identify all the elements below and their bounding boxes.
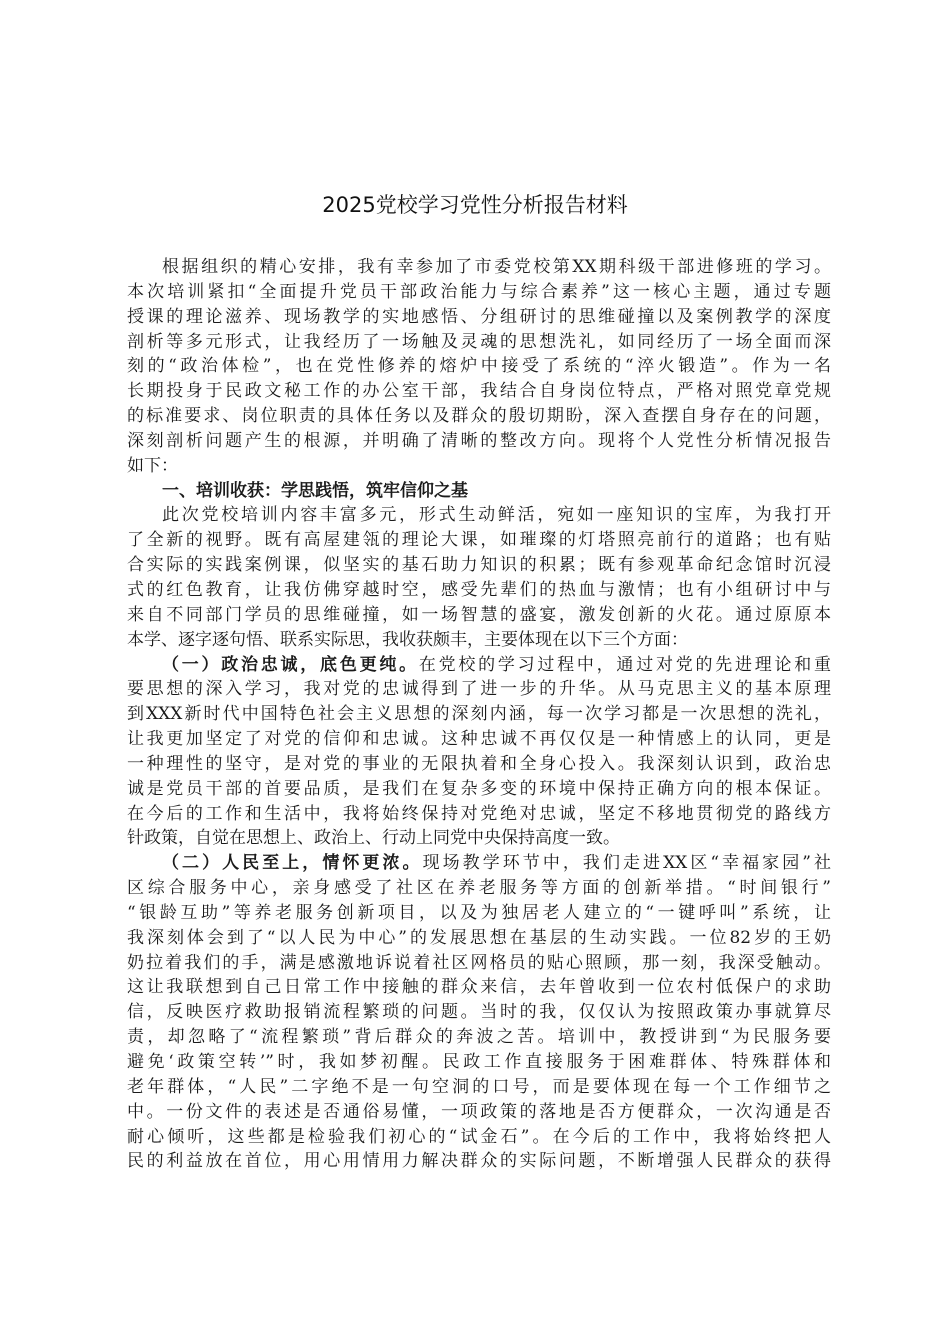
paragraph-line: 责，却忽略了“流程繁琐”背后群众的奔波之苦。培训中，教授讲到“为民服务要 [127,1027,831,1048]
section-heading: 一、培训收获：学思践悟，筑牢信仰之基 [162,480,468,501]
paragraph-line: 诚是党员干部的首要品质，是我们在复杂多变的环境中保持正确方向的根本保证。 [127,778,831,799]
paragraph-line: 式的红色教育，让我仿佛穿越时空，感受先辈们的热血与激情；也有小组研讨中与 [127,579,831,600]
paragraph-line: 到XXX新时代中国特色社会主义思想的深刻内涵，每一次学习都是一次思想的洗礼， [127,704,831,725]
paragraph-line: 要思想的深入学习，我对党的忠诚得到了进一步的升华。从马克思主义的基本原理 [127,679,831,700]
paragraph-line: 一种理性的坚守，是对党的事业的无限执着和全身心投入。我深刻认识到，政治忠 [127,753,831,774]
paragraph-line: 来自不同部门学员的思维碰撞，如一场智慧的盛宴，激发创新的火花。通过原原本 [127,604,831,625]
subsection-lead-rest: 现场教学环节中，我们走进XX区“幸福家园”社 [422,853,831,874]
paragraph-intro-line: 长期投身于民政文秘工作的办公室干部，我结合自身岗位特点，严格对照党章党规 [127,381,831,402]
paragraph-line: 此次党校培训内容丰富多元，形式生动鲜活，宛如一座知识的宝库，为我打开 [162,505,831,526]
paragraph-line: 民的利益放在首位，用心用情用力解决群众的实际问题，不断增强人民群众的获得 [127,1151,831,1172]
subsection-lead: （一）政治忠诚，底色更纯。 [162,654,419,675]
paragraph-line: 老年群体，“人民”二字绝不是一句空洞的口号，而是要体现在每一个工作细节之 [127,1076,831,1097]
paragraph-line: 针政策，自觉在思想上、政治上、行动上同党中央保持高度一致。 [127,828,620,849]
paragraph-intro-line: 深刻剖析问题产生的根源，并明确了清晰的整改方向。现将个人党性分析情况报告 [127,430,831,451]
paragraph-intro-line: 根据组织的精心安排，我有幸参加了市委党校第XX期科级干部进修班的学习。 [162,257,831,277]
paragraph-line: 我深刻体会到了“以人民为中心”的发展思想在基层的生动实践。一位82岁的王奶 [127,927,831,948]
paragraph-line: 耐心倾听，这些都是检验我们初心的“试金石”。在今后的工作中，我将始终把人 [127,1126,831,1147]
paragraph-line: 本学、逐字逐句悟、联系实际思，我收获颇丰，主要体现在以下三个方面： [127,629,688,650]
paragraph-intro-line: 本次培训紧扣“全面提升党员干部政治能力与综合素养”这一核心主题，通过专题 [127,281,831,302]
paragraph-intro-line: 刻的“政治体检”，也在党性修养的熔炉中接受了系统的“淬火锻造”。作为一名 [127,356,831,377]
paragraph-line: 这让我联想到自己日常工作中接触的群众来信，去年曾收到一位农村低保户的求助 [127,977,831,998]
paragraph-line: 避免‘政策空转’”时，我如梦初醒。民政工作直接服务于困难群体、特殊群体和 [127,1052,831,1072]
paragraph-intro-line: 如下： [127,455,178,476]
paragraph-intro-line: 授课的理论滋养、现场教学的实地感悟、分组研讨的思维碰撞以及案例教学的深度 [127,306,831,327]
paragraph-line: 在今后的工作和生活中，我将始终保持对党绝对忠诚，坚定不移地贯彻党的路线方 [127,803,831,824]
paragraph-line: 奶拉着我们的手，满是感激地诉说着社区网格员的贴心照顾，那一刻，我深受触动。 [127,952,831,973]
paragraph-line: 信，反映医疗救助报销流程繁琐的问题。当时的我，仅仅认为按照政策办事就算尽 [127,1002,831,1023]
paragraph-line: 合实际的实践案例课，似坚实的基石助力知识的积累；既有参观革命纪念馆时沉浸 [127,555,831,576]
paragraph-line: 中。一份文件的表述是否通俗易懂，一项政策的落地是否方便群众，一次沟通是否 [127,1101,831,1122]
paragraph-line: 了全新的视野。既有高屋建瓴的理论大课，如璀璨的灯塔照亮前行的道路；也有贴 [127,530,831,551]
subsection-first-line [127,851,831,876]
paragraph-intro-line: 剖析等多元形式，让我经历了一场触及灵魂的思想洗礼，如同经历了一场全面而深 [127,331,831,352]
paragraph-intro-line: 的标准要求、岗位职责的具体任务以及群众的殷切期盼，深入查摆自身存在的问题， [127,406,831,427]
paragraph-line: “银龄互助”等养老服务创新项目，以及为独居老人建立的“一键呼叫”系统，让 [127,902,831,923]
paragraph-line: 让我更加坚定了对党的信仰和忠诚。这种忠诚不再仅仅是一种情感上的认同，更是 [127,729,831,750]
subsection-lead: （二）人民至上，情怀更浓。 [162,853,423,874]
paragraph-line: 区综合服务中心，亲身感受了社区在养老服务等方面的创新举措。“时间银行” [127,878,831,899]
document-title: 2025党校学习党性分析报告材料 [322,193,628,217]
document-body [127,255,831,1174]
subsection-lead-rest: 在党校的学习过程中，通过对党的先进理论和重 [418,654,831,675]
subsection-first-line [127,653,831,678]
